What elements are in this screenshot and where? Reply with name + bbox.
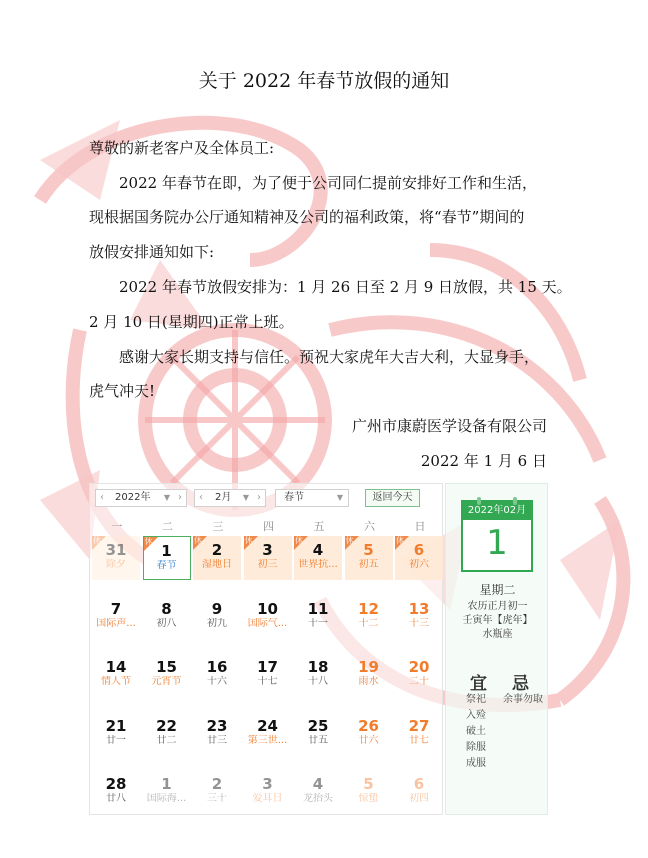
day-cell[interactable] — [193, 536, 241, 580]
day-number: 27 — [408, 716, 430, 735]
day-cell[interactable] — [345, 536, 393, 580]
chevron-right-icon[interactable]: › — [257, 492, 261, 503]
day-cell[interactable] — [345, 653, 393, 697]
day-number: 14 — [105, 658, 127, 676]
day-cell[interactable] — [193, 653, 241, 697]
day-lunar-label: 除夕 — [106, 559, 126, 570]
day-number: 10 — [257, 599, 278, 618]
weekday-label: 六 — [364, 520, 375, 533]
day-number: 31 — [105, 541, 127, 559]
day-number: 8 — [161, 599, 172, 618]
day-number: 1 — [161, 775, 172, 793]
day-lunar-label: 惊蛰 — [358, 793, 379, 804]
day-lunar-label: 初三 — [257, 559, 278, 570]
day-number: 6 — [413, 541, 425, 559]
weekday-label: 四 — [263, 520, 274, 533]
weekday-label: 日 — [414, 520, 426, 533]
yi-item: 破土 — [466, 726, 486, 737]
weekday-label: 五 — [313, 520, 325, 533]
rest-day-badge-label: 休 — [244, 536, 253, 545]
weekday-label: 一 — [111, 520, 123, 533]
day-cell[interactable] — [92, 712, 140, 756]
para3-line1: 感谢大家长期支持与信任。预祝大家虎年大吉大利，大显身手， — [119, 348, 540, 366]
para1-line1: 2022 年春节在即，为了便于公司同仁提前安排好工作和生活， — [119, 174, 537, 192]
day-lunar-label: 初九 — [207, 617, 227, 629]
day-lunar-label: 十一 — [308, 617, 328, 629]
day-cell[interactable] — [143, 712, 191, 756]
day-cell[interactable] — [143, 595, 191, 639]
day-cell[interactable] — [193, 712, 241, 756]
day-lunar-label: 国际声... — [96, 617, 136, 629]
day-lunar-label: 廿五 — [308, 734, 328, 746]
binder-ring-icon — [477, 497, 481, 505]
yi-item: 入殓 — [466, 710, 486, 721]
day-lunar-label: 廿六 — [358, 734, 379, 746]
selected-weekday: 星期二 — [479, 583, 516, 597]
binder-ring-icon — [513, 497, 517, 505]
chevron-right-icon[interactable]: › — [178, 492, 182, 503]
day-number: 6 — [413, 775, 425, 793]
yi-title: 宜 — [470, 674, 487, 694]
day-lunar-label: 十三 — [409, 617, 429, 629]
day-cell[interactable] — [244, 712, 292, 756]
day-number: 28 — [105, 775, 127, 793]
day-lunar-label: 初四 — [409, 793, 429, 804]
rest-day-badge-label: 休 — [93, 536, 101, 545]
day-cell[interactable] — [345, 712, 393, 756]
day-lunar-label: 十八 — [308, 676, 328, 687]
day-cell[interactable] — [294, 770, 342, 814]
day-lunar-label: 世界抗... — [298, 559, 338, 570]
day-lunar-label: 二十 — [409, 676, 429, 687]
card-month-header: 2022年02月 — [463, 502, 531, 520]
day-lunar-label: 廿一 — [106, 734, 126, 746]
dropdown-arrow-icon: ▼ — [336, 493, 343, 502]
day-lunar-label: 十七 — [257, 676, 278, 687]
day-cell[interactable] — [294, 653, 342, 697]
day-number: 18 — [307, 658, 329, 676]
day-number: 4 — [312, 541, 324, 559]
rest-day-badge-label: 休 — [345, 536, 354, 545]
day-lunar-label: 十二 — [358, 617, 379, 629]
day-cell[interactable] — [143, 536, 191, 580]
day-lunar-label: 雨水 — [358, 676, 379, 687]
day-cell[interactable] — [395, 712, 443, 756]
day-lunar-label: 春节 — [156, 560, 177, 571]
para1-line2: 现根据国务院办公厅通知精神及公司的福利政策，将“春节”期间的 — [89, 208, 525, 226]
yi-list — [466, 692, 486, 772]
holiday-value: 春节 — [284, 492, 304, 503]
yi-item: 祭祀 — [466, 694, 486, 705]
rest-day-badge-label: 休 — [295, 536, 303, 545]
day-number: 12 — [358, 599, 379, 618]
day-number: 19 — [358, 658, 379, 676]
year-value: 2022年 — [115, 492, 151, 503]
company-signature: 广州市康蔚医学设备有限公司 — [351, 417, 547, 435]
day-lunar-label: 廿三 — [207, 734, 227, 746]
day-cell[interactable] — [395, 770, 443, 814]
rest-day-badge-label: 休 — [194, 536, 202, 545]
day-number: 1 — [161, 542, 172, 560]
day-number: 11 — [307, 599, 329, 618]
day-lunar-label: 元宵节 — [151, 676, 182, 687]
day-number: 24 — [257, 716, 278, 735]
calendar-widget — [89, 483, 548, 815]
day-number: 5 — [363, 775, 374, 793]
day-lunar-label: 廿八 — [106, 793, 126, 804]
day-cell[interactable] — [143, 653, 191, 697]
chevron-left-icon[interactable]: ‹ — [199, 492, 203, 503]
day-number: 5 — [363, 541, 374, 559]
day-cell[interactable] — [395, 536, 443, 580]
para3-line2: 虎气冲天! — [89, 382, 156, 400]
day-cell[interactable] — [294, 536, 342, 580]
day-cell[interactable] — [193, 595, 241, 639]
day-number: 9 — [211, 599, 223, 618]
day-lunar-label: 国际海... — [146, 793, 187, 804]
day-number: 20 — [408, 658, 430, 676]
day-cell[interactable] — [92, 536, 140, 580]
day-lunar-label: 初八 — [156, 617, 177, 629]
day-number: 22 — [156, 716, 177, 735]
rest-day-badge-label: 休 — [144, 537, 153, 546]
day-number: 3 — [262, 775, 273, 793]
day-cell[interactable] — [345, 595, 393, 639]
day-cell[interactable] — [294, 712, 342, 756]
day-cell[interactable] — [395, 595, 443, 639]
day-number: 2 — [211, 541, 223, 559]
day-cell[interactable] — [244, 770, 292, 814]
day-number: 26 — [358, 716, 379, 735]
day-number: 17 — [257, 658, 278, 676]
day-lunar-label: 爱耳日 — [252, 793, 283, 804]
day-cell[interactable] — [294, 595, 342, 639]
day-cell[interactable] — [395, 653, 443, 697]
day-cell[interactable] — [92, 653, 140, 697]
calendar-month-panel — [89, 483, 443, 815]
day-lunar-label: 三十 — [207, 793, 227, 804]
day-lunar-label: 廿二 — [156, 734, 177, 746]
day-number: 15 — [156, 658, 177, 676]
day-cell[interactable] — [244, 653, 292, 697]
weekday-label: 三 — [212, 520, 224, 533]
dropdown-arrow-icon: ▼ — [242, 493, 249, 502]
day-cell[interactable] — [143, 770, 191, 814]
day-number: 25 — [307, 716, 329, 735]
notice-title: 关于 2022 年春节放假的通知 — [198, 70, 450, 92]
day-lunar-label: 国际气... — [247, 617, 288, 629]
yi-item: 成服 — [466, 758, 486, 769]
month-value: 2月 — [215, 492, 232, 503]
day-lunar-label: 湿地日 — [202, 559, 232, 570]
holiday-selector[interactable] — [275, 489, 349, 507]
day-lunar-label: 十六 — [207, 676, 227, 687]
day-number: 2 — [211, 775, 223, 793]
day-number: 23 — [206, 716, 228, 735]
ganzhi-year: 壬寅年【虎年】 — [462, 615, 533, 626]
lunar-date: 农历正月初一 — [467, 601, 528, 612]
selected-date-card — [461, 500, 533, 572]
notice-date: 2022 年 1 月 6 日 — [420, 452, 547, 470]
dropdown-arrow-icon: ▼ — [163, 493, 170, 502]
day-number: 13 — [408, 599, 430, 618]
card-day-number: 1 — [486, 523, 508, 563]
day-lunar-label: 初六 — [409, 559, 429, 570]
day-detail-panel — [445, 483, 548, 815]
ji-title: 忌 — [512, 674, 529, 694]
weekday-label: 二 — [162, 520, 173, 533]
day-number: 21 — [105, 716, 127, 735]
day-cell[interactable] — [345, 770, 393, 814]
para1-line3: 放假安排通知如下: — [89, 243, 215, 261]
yi-item: 除服 — [466, 742, 486, 753]
day-number: 16 — [206, 658, 228, 676]
para2-line2: 2 月 10 日(星期四)正常上班。 — [89, 313, 294, 331]
day-lunar-label: 情人节 — [101, 676, 131, 687]
day-lunar-label: 廿七 — [409, 734, 429, 746]
day-cell[interactable] — [244, 595, 292, 639]
chevron-left-icon[interactable]: ‹ — [100, 492, 104, 503]
day-cell[interactable] — [92, 770, 140, 814]
ji-item: 余事勿取 — [503, 694, 543, 705]
day-cell[interactable] — [244, 536, 292, 580]
para2-line1: 2022 年春节放假安排为：1 月 26 日至 2 月 9 日放假，共 15 天。 — [119, 278, 572, 296]
greeting: 尊敬的新老客户及全体员工: — [89, 139, 275, 157]
day-lunar-label: 初五 — [358, 559, 379, 570]
day-number: 7 — [110, 599, 122, 618]
zodiac-sign: 水瓶座 — [482, 629, 513, 640]
day-lunar-label: 第三世... — [247, 734, 288, 746]
day-cell[interactable] — [193, 770, 241, 814]
day-number: 4 — [312, 775, 324, 793]
day-number: 3 — [262, 541, 273, 559]
day-lunar-label: 龙抬头 — [303, 793, 333, 804]
day-cell[interactable] — [92, 595, 140, 639]
ji-list — [503, 692, 543, 708]
back-to-today-button[interactable]: 返回今天 — [365, 489, 420, 507]
month-selector[interactable] — [194, 489, 266, 507]
weekday-header — [90, 518, 444, 534]
year-selector[interactable] — [95, 489, 187, 507]
rest-day-badge-label: 休 — [396, 536, 404, 545]
